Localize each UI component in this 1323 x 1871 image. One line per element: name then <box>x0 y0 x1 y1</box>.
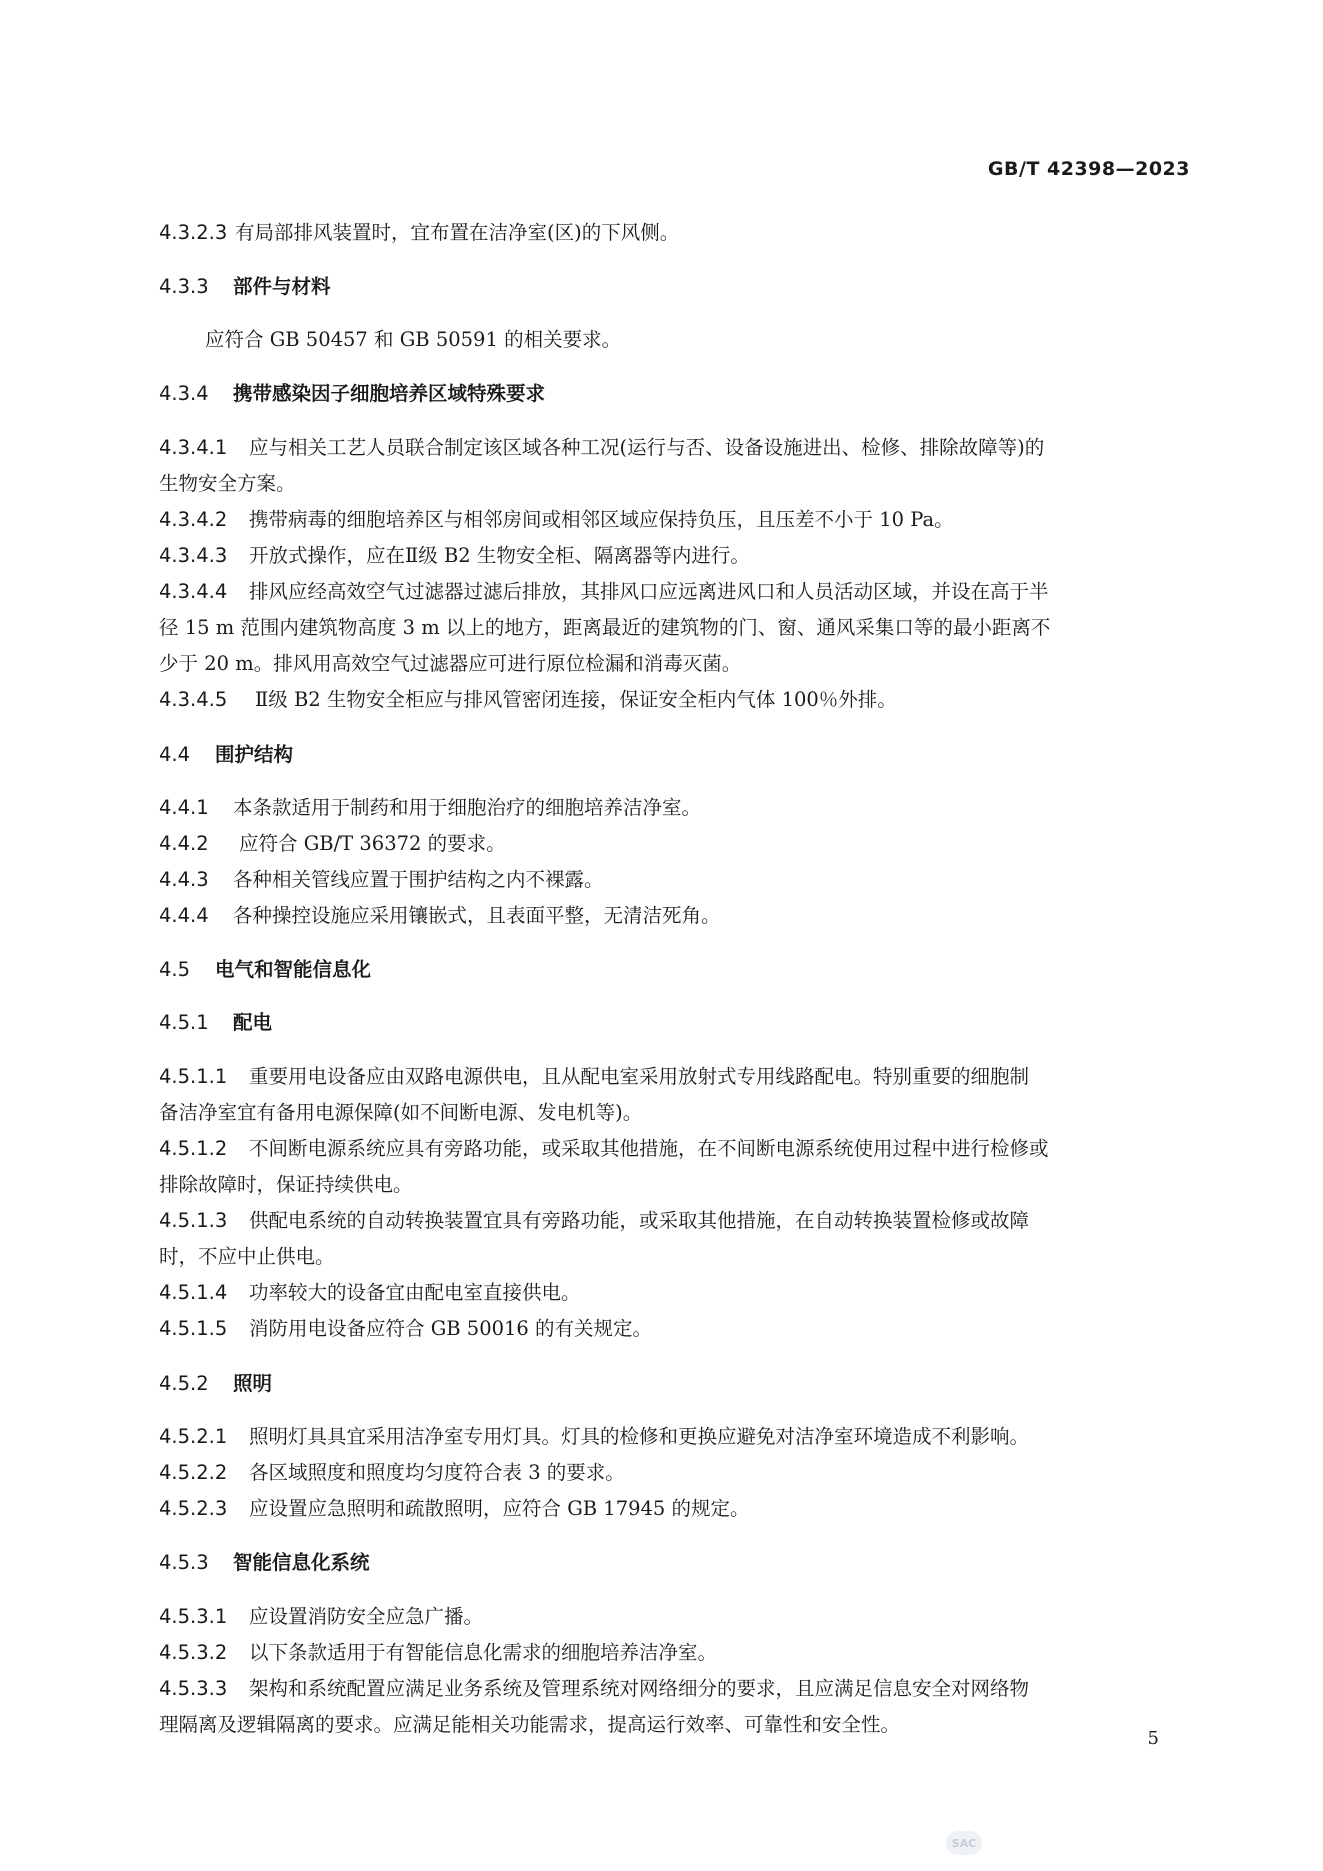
clause-continuation <box>159 646 1189 682</box>
clause-text: 排风应经高效空气过滤器过滤后排放，其排风口应远离进风口和人员活动区域，并设在高于半 <box>249 580 1049 603</box>
clause-text: 照明灯具具宜采用洁净室专用灯具。灯具的检修和更换应避免对洁净室环境造成不利影响。 <box>249 1425 1030 1448</box>
clause-4-5-1-4 <box>159 1275 1189 1311</box>
clause-4-5-3-1 <box>159 1599 1189 1635</box>
clause-text: 径 15 m 范围内建筑物高度 3 m 以上的地方，距离最近的建筑物的门、窗、通风采集口等的最小距离不 <box>159 616 1051 639</box>
clause-number: 4.5.1.3 <box>159 1209 228 1232</box>
section-heading-4-5-2 <box>159 1366 1189 1402</box>
clause-text: 应与相关工艺人员联合制定该区域各种工况(运行与否、设备设施进出、检修、排除故障等)的 <box>249 436 1045 459</box>
section-title: 照明 <box>233 1372 273 1395</box>
clause-number: 4.3.2.3 <box>159 221 228 244</box>
clause-4-5-2-2 <box>159 1455 1189 1491</box>
clause-continuation <box>159 1167 1189 1203</box>
clause-number: 4.5.2.1 <box>159 1425 228 1448</box>
clause-continuation <box>159 466 1189 502</box>
clause-4-3-4-4 <box>159 574 1189 610</box>
section-number: 4.4 <box>159 743 191 766</box>
clause-text: 生物安全方案。 <box>159 472 296 495</box>
clause-text: 供配电系统的自动转换装置宜具有旁路功能，或采取其他措施，在自动转换装置检修或故障 <box>249 1209 1030 1232</box>
clause-text: 各区域照度和照度均匀度符合表 3 的要求。 <box>249 1461 625 1484</box>
section-title: 配电 <box>233 1011 273 1034</box>
clause-4-3-2-3 <box>159 215 1189 251</box>
clause-text: 备洁净室宜有备用电源保障(如不间断电源、发电机等)。 <box>159 1101 643 1124</box>
section-number: 4.3.3 <box>159 275 209 298</box>
clause-number: 4.4.3 <box>159 868 209 891</box>
standard-code: GB/T 42398—2023 <box>987 158 1190 180</box>
section-heading-4-5-3 <box>159 1545 1189 1581</box>
clause-4-5-1-3 <box>159 1203 1189 1239</box>
clause-4-5-3-2 <box>159 1635 1189 1671</box>
clause-text: 以下条款适用于有智能信息化需求的细胞培养洁净室。 <box>249 1641 718 1664</box>
paragraph <box>205 322 1235 358</box>
clause-4-3-4-2 <box>159 502 1189 538</box>
clause-text: 架构和系统配置应满足业务系统及管理系统对网络细分的要求，且应满足信息安全对网络物 <box>249 1677 1030 1700</box>
clause-text: 本条款适用于制药和用于细胞治疗的细胞培养洁净室。 <box>233 796 702 819</box>
clause-text: 携带病毒的细胞培养区与相邻房间或相邻区域应保持负压，且压差不小于 10 Pa。 <box>249 508 954 531</box>
clause-text: 有局部排风装置时，宜布置在洁净室(区)的下风侧。 <box>235 221 680 244</box>
section-heading-4-3-3 <box>159 269 1189 305</box>
clause-number: 4.5.3.1 <box>159 1605 228 1628</box>
clause-text: 消防用电设备应符合 GB 50016 的有关规定。 <box>249 1317 653 1340</box>
clause-number: 4.5.1.2 <box>159 1137 228 1160</box>
clause-continuation <box>159 1707 1189 1743</box>
clause-text: 各种操控设施应采用镶嵌式，且表面平整，无清洁死角。 <box>233 904 721 927</box>
clause-number: 4.4.4 <box>159 904 209 927</box>
clause-text: 开放式操作，应在Ⅱ级 B2 生物安全柜、隔离器等内进行。 <box>249 544 750 567</box>
clause-4-4-3 <box>159 862 1189 898</box>
clause-number: 4.3.4.1 <box>159 436 228 459</box>
section-heading-4-4 <box>159 737 1189 773</box>
clause-4-3-4-5 <box>159 682 1189 718</box>
section-number: 4.5.3 <box>159 1551 209 1574</box>
section-title: 智能信息化系统 <box>233 1551 370 1574</box>
clause-4-5-1-1 <box>159 1059 1189 1095</box>
section-number: 4.5 <box>159 958 191 981</box>
clause-number: 4.5.3.3 <box>159 1677 228 1700</box>
clause-continuation <box>159 1095 1189 1131</box>
clause-number: 4.5.2.3 <box>159 1497 228 1520</box>
clause-continuation <box>159 610 1189 646</box>
clause-4-4-2 <box>159 826 1189 862</box>
clause-text: 各种相关管线应置于围护结构之内不裸露。 <box>233 868 604 891</box>
section-heading-4-5-1 <box>159 1005 1189 1041</box>
clause-text: 应符合 GB/T 36372 的要求。 <box>239 832 506 855</box>
section-heading-4-3-4 <box>159 376 1189 412</box>
section-title: 围护结构 <box>215 743 294 766</box>
clause-number: 4.4.1 <box>159 796 209 819</box>
paragraph-text: 应符合 GB 50457 和 GB 50591 的相关要求。 <box>205 328 622 351</box>
clause-4-5-1-2 <box>159 1131 1189 1167</box>
section-number: 4.5.2 <box>159 1372 209 1395</box>
section-heading-4-5 <box>159 952 1189 988</box>
clause-number: 4.4.2 <box>159 832 209 855</box>
page-number: 5 <box>1147 1728 1159 1749</box>
clause-text: 功率较大的设备宜由配电室直接供电。 <box>249 1281 581 1304</box>
clause-4-5-3-3 <box>159 1671 1189 1707</box>
section-number: 4.3.4 <box>159 382 209 405</box>
clause-text: 不间断电源系统应具有旁路功能，或采取其他措施，在不间断电源系统使用过程中进行检修或 <box>249 1137 1049 1160</box>
sac-watermark-logo: SAC <box>946 1831 982 1855</box>
clause-4-5-1-5 <box>159 1311 1189 1347</box>
clause-4-3-4-3 <box>159 538 1189 574</box>
clause-text: 重要用电设备应由双路电源供电，且从配电室采用放射式专用线路配电。特别重要的细胞制 <box>249 1065 1030 1088</box>
section-title: 携带感染因子细胞培养区域特殊要求 <box>233 382 546 405</box>
section-number: 4.5.1 <box>159 1011 209 1034</box>
clause-number: 4.5.3.2 <box>159 1641 228 1664</box>
section-title: 部件与材料 <box>233 275 331 298</box>
clause-continuation <box>159 1239 1189 1275</box>
clause-4-5-2-1 <box>159 1419 1189 1455</box>
clause-text: Ⅱ级 B2 生物安全柜应与排风管密闭连接，保证安全柜内气体 100％外排。 <box>255 688 897 711</box>
clause-number: 4.3.4.5 <box>159 688 228 711</box>
clause-number: 4.3.4.2 <box>159 508 228 531</box>
clause-number: 4.3.4.4 <box>159 580 228 603</box>
clause-text: 排除故障时，保证持续供电。 <box>159 1173 413 1196</box>
clause-text: 时，不应中止供电。 <box>159 1245 335 1268</box>
section-title: 电气和智能信息化 <box>215 958 372 981</box>
clause-text: 应设置应急照明和疏散照明，应符合 GB 17945 的规定。 <box>249 1497 750 1520</box>
clause-4-3-4-1 <box>159 430 1189 466</box>
clause-text: 少于 20 m。排风用高效空气过滤器应可进行原位检漏和消毒灭菌。 <box>159 652 742 675</box>
clause-number: 4.3.4.3 <box>159 544 228 567</box>
clause-4-5-2-3 <box>159 1491 1189 1527</box>
clause-number: 4.5.2.2 <box>159 1461 228 1484</box>
clause-number: 4.5.1.5 <box>159 1317 228 1340</box>
clause-text: 应设置消防安全应急广播。 <box>249 1605 484 1628</box>
clause-4-4-4 <box>159 898 1189 934</box>
clause-number: 4.5.1.1 <box>159 1065 228 1088</box>
clause-number: 4.5.1.4 <box>159 1281 228 1304</box>
clause-text: 理隔离及逻辑隔离的要求。应满足能相关功能需求，提高运行效率、可靠性和安全性。 <box>159 1713 901 1736</box>
clause-4-4-1 <box>159 790 1189 826</box>
